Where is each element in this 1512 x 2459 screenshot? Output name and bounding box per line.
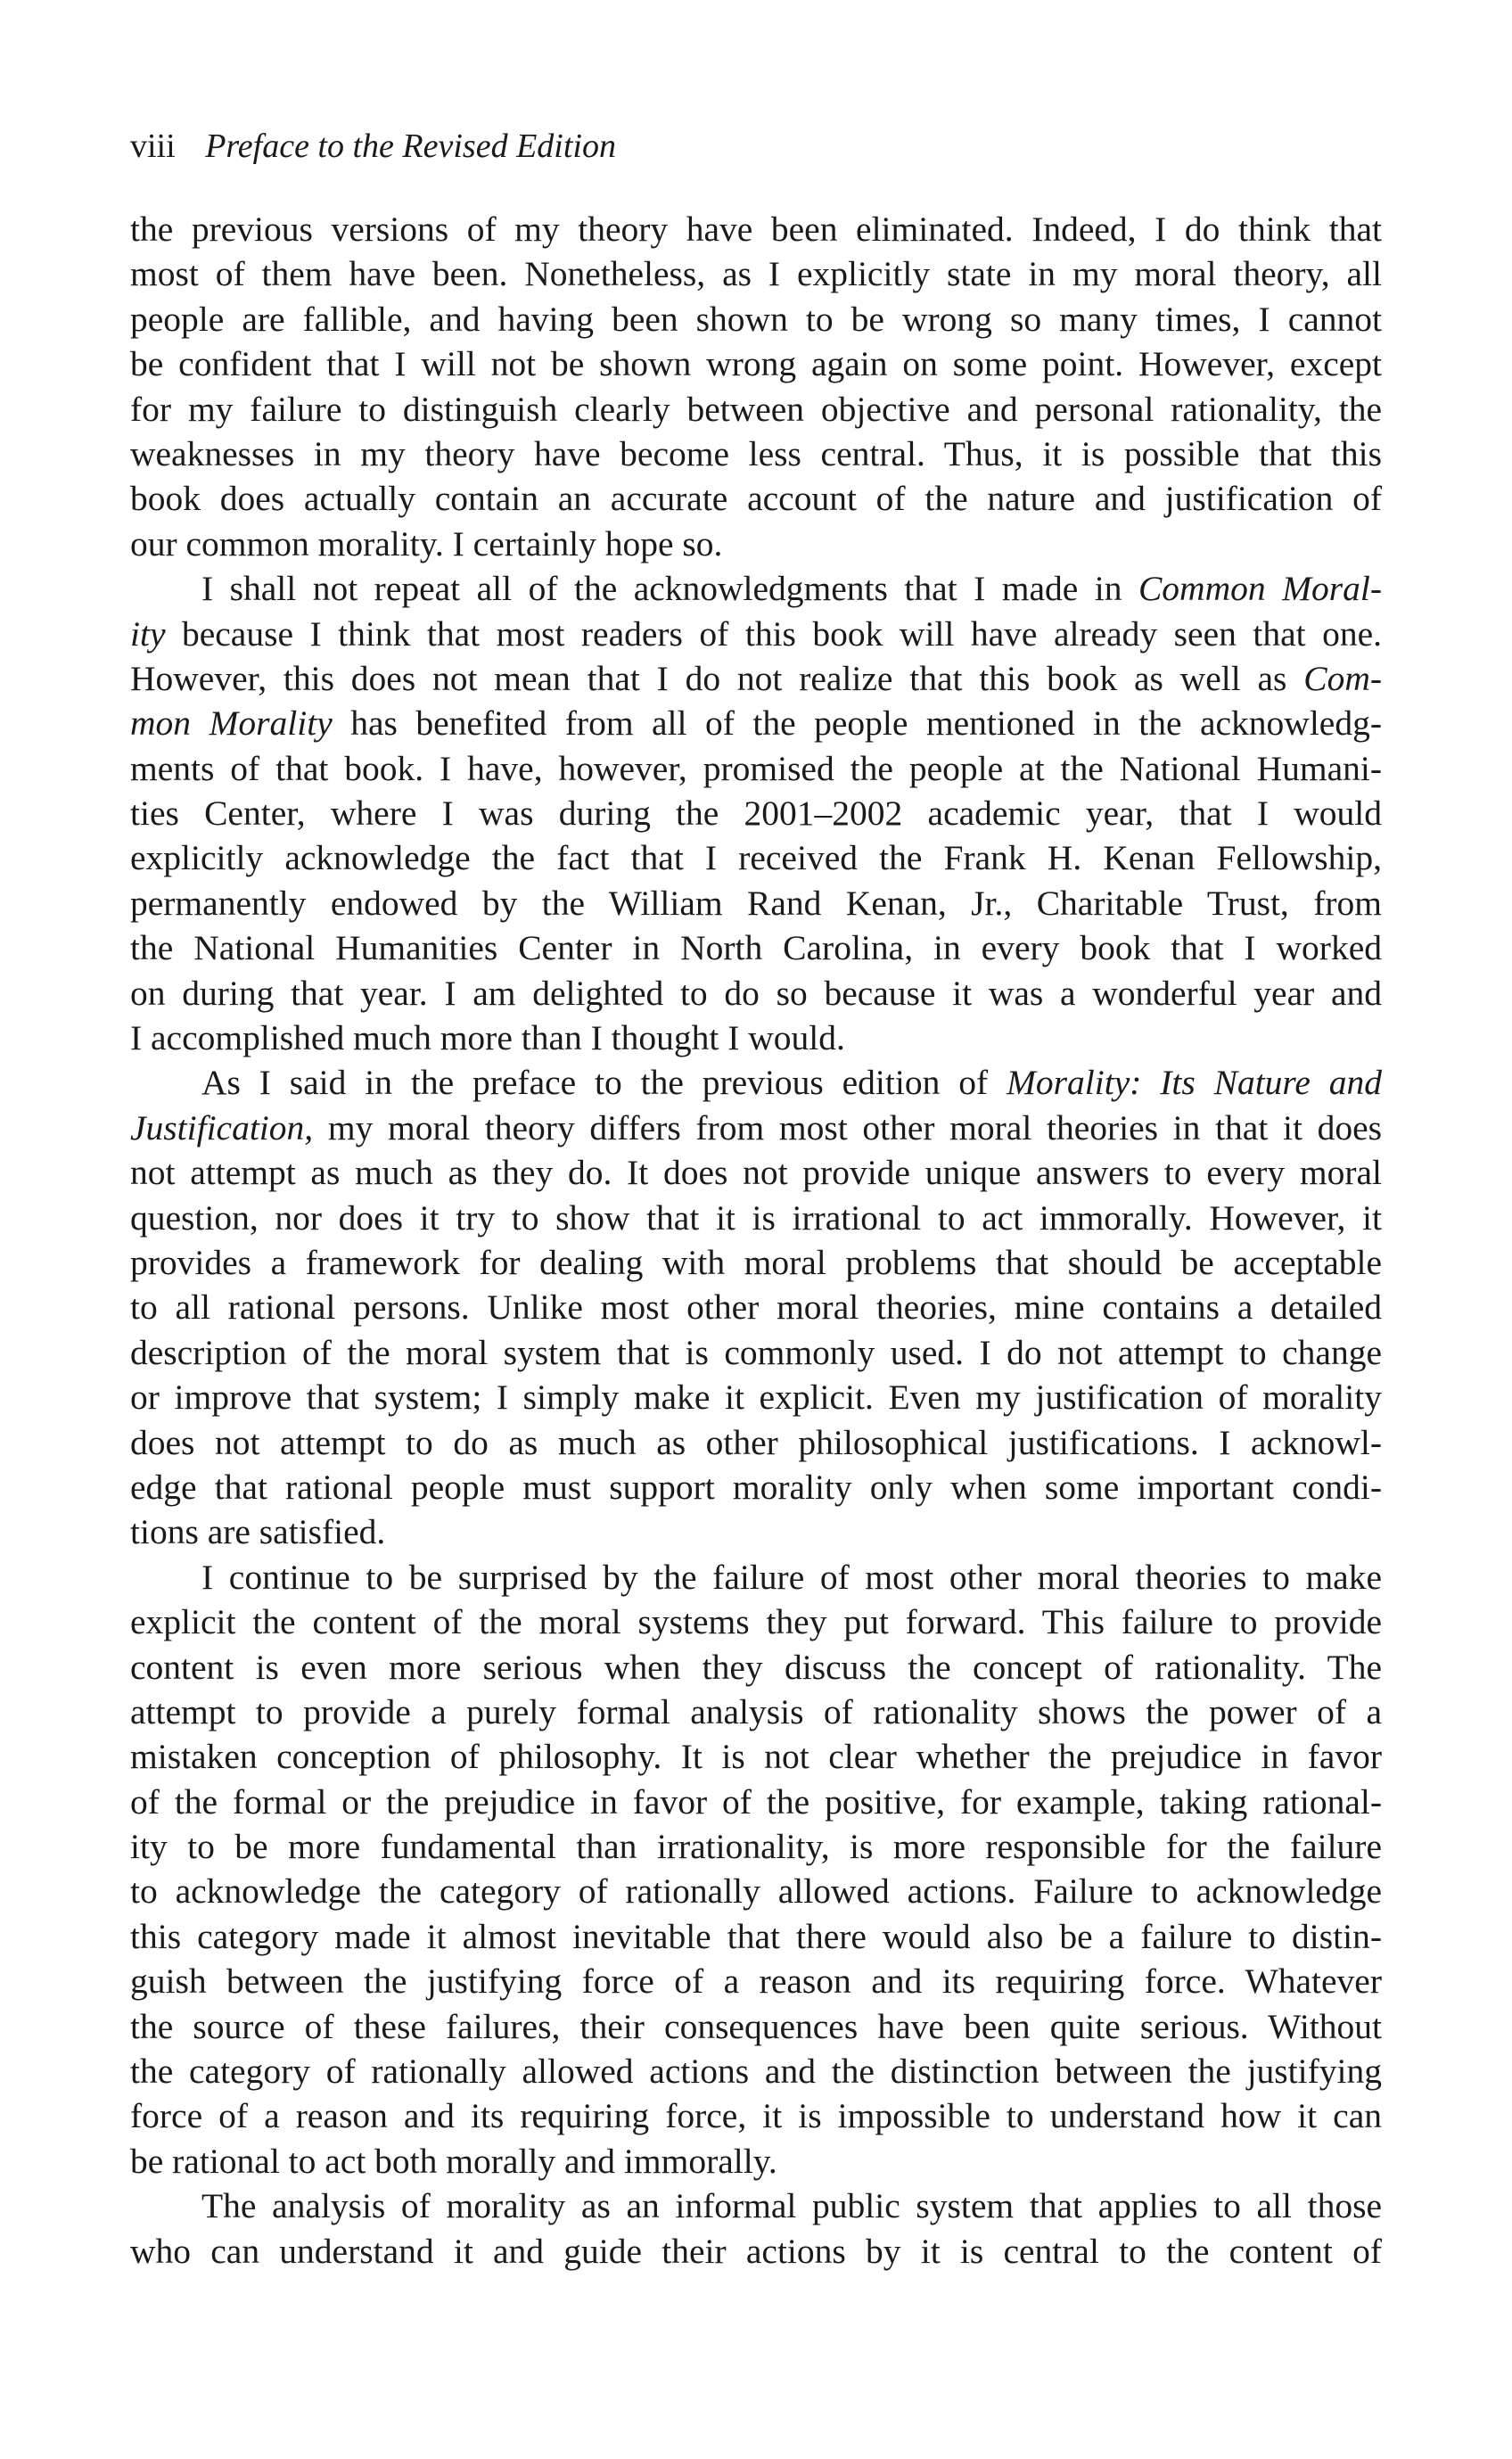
text-line: does not attempt to do as much as other philosophical justifications. I acknowl- (130, 1422, 1382, 1462)
text-line: The analysis of morality as an informal public system that applies to all those (201, 2186, 1382, 2226)
text-line: ity because I think that most readers of this book will have already seen that one. (130, 613, 1382, 654)
text-line: not attempt as much as they do. It does not provide unique answers to every moral (130, 1153, 1382, 1193)
text-line: be rational to act both morally and immorally. (130, 2141, 777, 2181)
text-line: mistaken conception of philosophy. It is not clear whether the prejudice in favor (130, 1737, 1382, 1777)
paragraph (130, 1555, 1382, 2183)
text-line: provides a framework for dealing with moral problems that should be acceptable (130, 1242, 1382, 1282)
text-line: Justification, my moral theory differs from most other moral theories in that it does (130, 1107, 1382, 1147)
text-line: the category of rationally allowed actions and the distinction between the justifying (130, 2052, 1382, 2092)
text-line: most of them have been. Nonetheless, as I explicitly state in my moral theory, all (130, 254, 1382, 294)
running-head (130, 125, 616, 168)
text-line: I accomplished much more than I thought I would. (130, 1018, 845, 1058)
paragraph (130, 207, 1382, 566)
paragraph (130, 2183, 1382, 2274)
text-line: our common morality. I certainly hope so. (130, 523, 723, 563)
text-line: weaknesses in my theory have become less central. Thus, it is possible that this (130, 433, 1382, 473)
italic-title: ity (130, 613, 166, 654)
text-line: mon Morality has benefited from all of the people mentioned in the acknowledg- (130, 703, 1382, 744)
text-line: be confident that I will not be shown wrong again on some point. However, except (130, 344, 1382, 384)
text-line: people are fallible, and having been shown to be wrong so many times, I cannot (130, 299, 1382, 339)
text-line: the previous versions of my theory have been eliminated. Indeed, I do think that (130, 210, 1382, 249)
text-line: to acknowledge the category of rationally allowed actions. Failure to acknowledge (130, 1871, 1382, 1912)
text-line: However, this does not mean that I do not realize that this book as well as Com- (130, 658, 1382, 698)
text-line: ments of that book. I have, however, promised the people at the National Humani- (130, 748, 1382, 788)
text-line: or improve that system; I simply make it explicit. Even my justification of morality (130, 1378, 1382, 1418)
italic-title: Morality: Its Nature and (1007, 1063, 1382, 1103)
italic-title: Justification, (130, 1107, 314, 1147)
text-line: description of the moral system that is commonly used. I do not attempt to change (130, 1332, 1382, 1372)
text-line: tions are satisfied. (130, 1512, 386, 1552)
italic-title: Common Moral- (1138, 569, 1382, 609)
text-line: As I said in the preface to the previous edition of Morality: Its Nature and (201, 1063, 1382, 1103)
paragraph (130, 566, 1382, 1060)
text-line: ity to be more fundamental than irrationality, is more responsible for the failure (130, 1827, 1382, 1867)
text-line: explicitly acknowledge the fact that I received the Frank H. Kenan Fellowship, (130, 838, 1382, 878)
body-text (130, 207, 1382, 2274)
text-line: attempt to provide a purely formal analysis of rationality shows the power of a (130, 1691, 1382, 1731)
text-line: content is even more serious when they discuss the concept of rationality. The (130, 1647, 1382, 1687)
italic-title: mon Morality (130, 703, 333, 744)
italic-title: Com- (1303, 658, 1382, 698)
text-line: the National Humanities Center in North Carolina, in every book that I worked (130, 928, 1382, 968)
text-line: permanently endowed by the William Rand Kenan, Jr., Charitable Trust, from (130, 883, 1382, 923)
text-line: I continue to be surprised by the failure of most other moral theories to make (201, 1557, 1382, 1597)
text-line: the source of these failures, their consequences have been quite serious. Without (130, 2006, 1382, 2046)
text-line: who can understand it and guide their actions by it is central to the content of (130, 2231, 1382, 2271)
text-line: to all rational persons. Unlike most other moral theories, mine contains a detailed (130, 1287, 1382, 1328)
paragraph (130, 1060, 1382, 1554)
text-line: I shall not repeat all of the acknowledgments that I made in Common Moral- (201, 569, 1382, 609)
page-number: viii (130, 127, 176, 165)
text-line: explicit the content of the moral systems they put forward. This failure to provide (130, 1602, 1382, 1642)
text-line: of the formal or the prejudice in favor of the positive, for example, taking rational- (130, 1781, 1382, 1822)
text-line: for my failure to distinguish clearly between objective and personal rationality, the (130, 389, 1382, 429)
text-line: guish between the justifying force of a reason and its requiring force. Whatever (130, 1961, 1382, 2002)
text-line: book does actually contain an accurate account of the nature and justification of (130, 479, 1382, 519)
text-line: force of a reason and its requiring force, it is impossible to understand how it can (130, 2096, 1382, 2136)
text-line: ties Center, where I was during the 2001–2002 academic year, that I would (130, 794, 1382, 834)
text-line: this category made it almost inevitable that there would also be a failure to distin- (130, 1916, 1382, 1956)
text-line: on during that year. I am delighted to do so because it was a wonderful year and (130, 973, 1382, 1013)
text-line: edge that rational people must support morality only when some important condi- (130, 1467, 1382, 1507)
running-head-title: Preface to the Revised Edition (205, 127, 616, 165)
text-line: question, nor does it try to show that it is irrational to act immorally. However, it (130, 1197, 1382, 1238)
